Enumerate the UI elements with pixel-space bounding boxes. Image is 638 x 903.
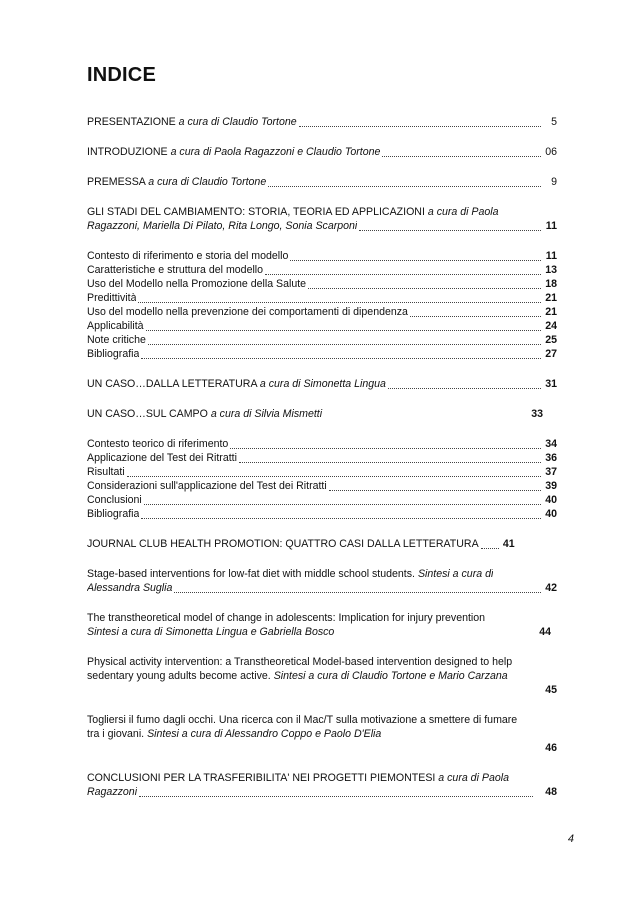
toc-subentry[interactable]: Contesto di riferimento e storia del modello 11 [87,250,557,262]
page-ref: 44 [539,626,551,638]
toc-subentry[interactable]: Predittività 21 [87,292,557,304]
toc-entry-caso-campo[interactable]: UN CASO…SUL CAMPO a cura di Silvia Mismetti 33 [87,408,543,420]
toc-subentry[interactable]: Applicazione del Test dei Ritratti 36 [87,452,557,464]
toc-entry-caso-letteratura[interactable]: UN CASO…DALLA LETTERATURA a cura di Simonetta Lingua 31 [87,378,557,390]
toc-entry-introduzione[interactable]: INTRODUZIONE a cura di Paola Ragazzoni e Claudio Tortone 06 [87,146,557,158]
page-ref: 5 [551,116,557,128]
page-ref: 33 [531,408,543,420]
page-ref: 48 [545,786,557,798]
toc-subentry[interactable]: Contesto teorico di riferimento 34 [87,438,557,450]
toc-subentry[interactable]: Conclusioni 40 [87,494,557,506]
toc-subentry[interactable]: Applicabilità 24 [87,320,557,332]
page-ref: 46 [545,742,557,754]
toc-entry-fumo[interactable]: Togliersi il fumo dagli occhi. Una ricerca con il Mac/T sulla motivazione a smettere di fumare tra i giovani. Sintesi a cura di Alessandro Coppo e Paolo D'Elia 46 [87,714,557,754]
toc-subsection-list-2 [87,437,557,521]
toc-entry-physical-activity[interactable]: Physical activity intervention: a Transtheoretical Model-based intervention designed to help sedentary young adults become active. Sintesi a cura di Claudio Tortone e Mario Carzana 45 [87,656,557,696]
toc-subentry[interactable]: Bibliografia 27 [87,348,557,360]
toc-subentry[interactable]: Note critiche 25 [87,334,557,346]
toc-subentry[interactable]: Uso del Modello nella Promozione della Salute 18 [87,278,557,290]
toc-entry-stage-based[interactable]: Stage-based interventions for low-fat diet with middle school students. Sintesi a cura di Alessandra Suglia 42 [87,568,557,594]
table-of-contents [87,115,557,799]
page-number: 4 [567,833,574,845]
toc-entry-conclusioni[interactable]: CONCLUSIONI PER LA TRASFERIBILITA' NEI PROGETTI PIEMONTESI a cura di Paola Ragazzoni 48 [87,772,557,798]
toc-entry-premessa[interactable]: PREMESSA a cura di Claudio Tortone 9 [87,176,557,188]
toc-subentry[interactable]: Bibliografia 40 [87,508,557,520]
page-ref: 31 [545,378,557,390]
page-ref: 9 [551,176,557,188]
page-ref: 41 [502,538,515,550]
page-ref: 42 [545,582,557,594]
page-ref: 06 [545,146,557,158]
toc-subentry[interactable]: Considerazioni sull'applicazione del Test dei Ritratti 39 [87,480,557,492]
toc-entry-transtheoretical[interactable]: The transtheoretical model of change in adolescents: Implication for injury prevention Sintesi a cura di Simonetta Lingua e Gabriella Bosco 44 [87,612,551,638]
document-page [87,64,557,799]
toc-subsection-list-1 [87,249,557,361]
toc-subentry[interactable]: Uso del modello nella prevenzione dei comportamenti di dipendenza 21 [87,306,557,318]
page-ref: 11 [545,220,557,232]
toc-subentry[interactable]: Caratteristiche e struttura del modello 13 [87,264,557,276]
toc-entry-journal-club[interactable]: JOURNAL CLUB HEALTH PROMOTION: QUATTRO CASI DALLA LETTERATURA 41 [87,538,515,550]
toc-entry-stadi[interactable]: GLI STADI DEL CAMBIAMENTO: STORIA, TEORIA ED APPLICAZIONI a cura di Paola Ragazzoni, Mariella Di Pilato, Rita Longo, Sonia Scarponi 11 [87,206,557,232]
toc-subentry[interactable]: Risultati 37 [87,466,557,478]
toc-entry-presentazione[interactable]: PRESENTAZIONE a cura di Claudio Tortone 5 [87,116,557,128]
page-ref: 45 [545,684,557,696]
index-title: INDICE [87,64,156,86]
